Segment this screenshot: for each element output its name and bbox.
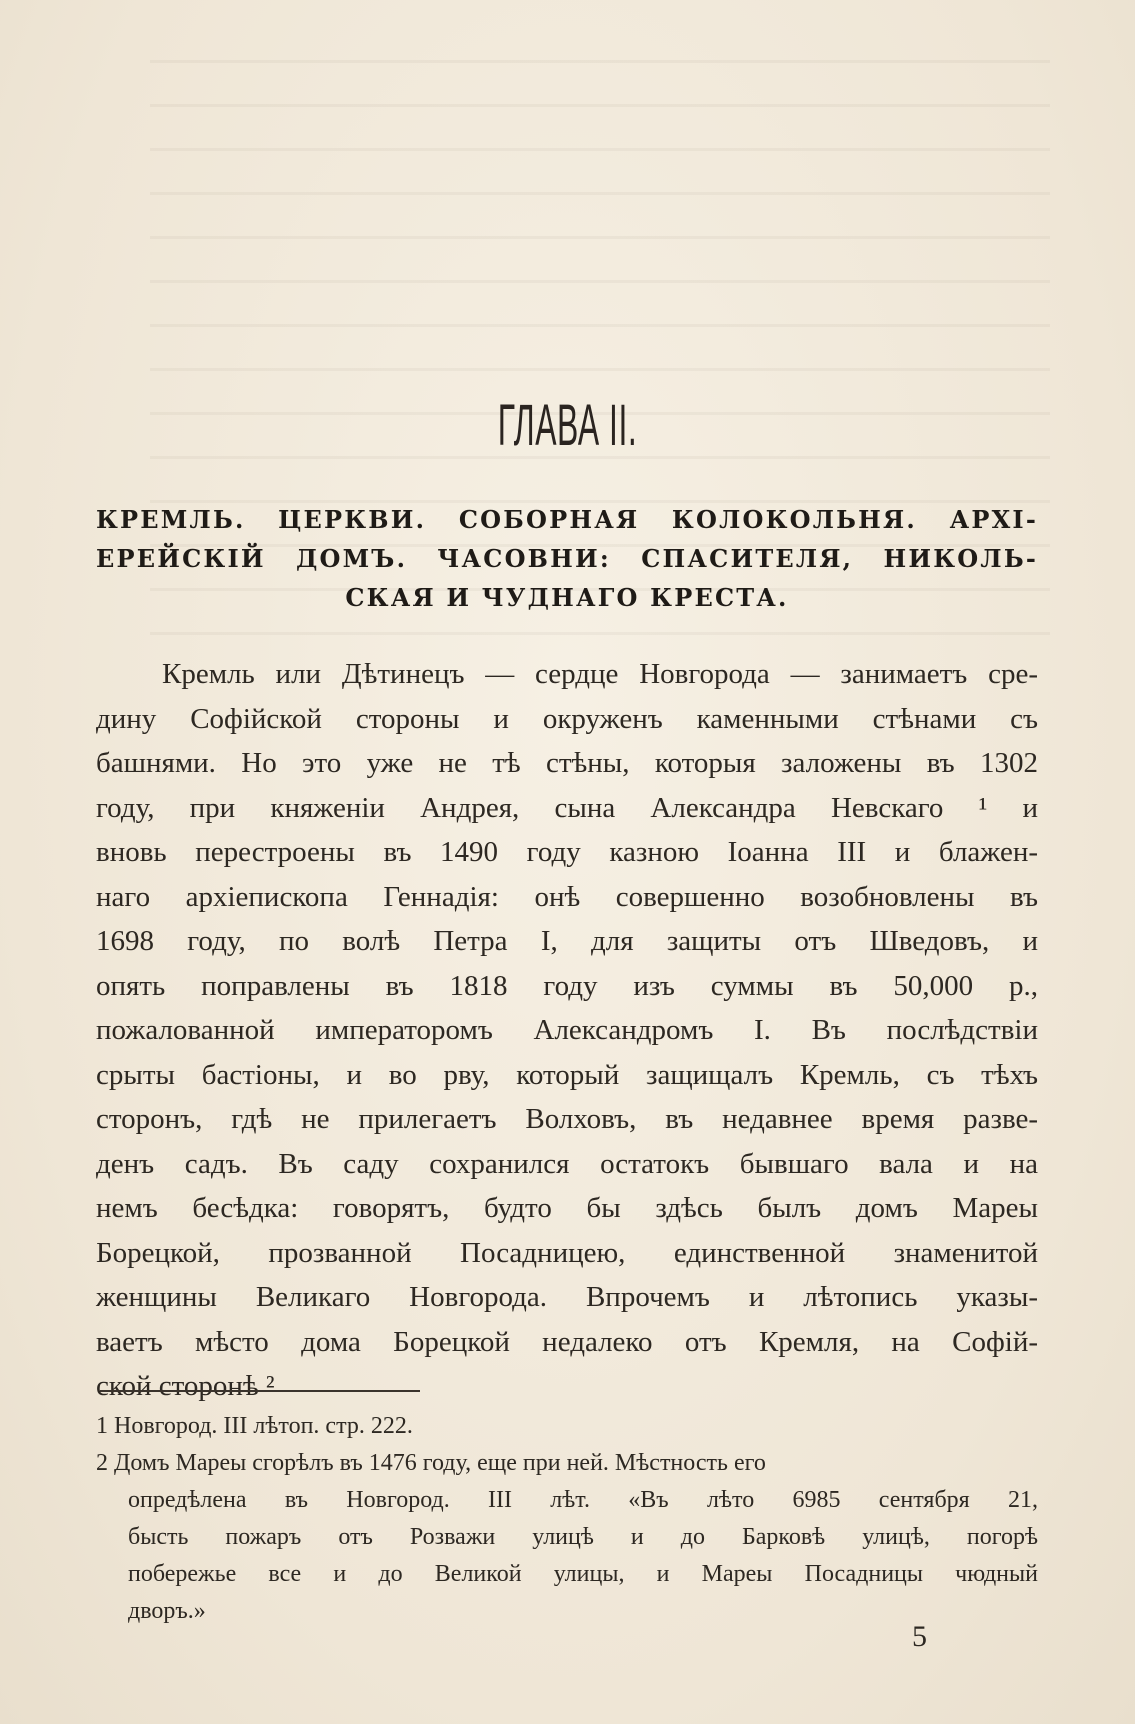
subtitle-line: ЕРЕЙСКІЙ ДОМЪ. ЧАСОВНИ: СПАСИТЕЛЯ, НИКОЛЬ- [96,544,1038,573]
text-line: вновь перестроены въ 1490 году казною Іоанна III и блажен- [96,836,1038,868]
text-line: Борецкой, прозванной Посадницею, единственной знаменитой [96,1236,1038,1269]
footnote-line: 1 Новгород. III лѣтоп. стр. 222. [96,1413,413,1439]
text-line: пожалованной императоромъ Александромъ I. Въ послѣдствіи [96,1014,1038,1046]
subtitle-line: СКАЯ И ЧУДНАГО КРЕСТА. [345,583,789,612]
footnote-line: 2 Домъ Мареы сгорѣлъ въ 1476 году, еще при ней. Мѣстность его [96,1450,766,1476]
text-line: ваетъ мѣсто дома Борецкой недалеко отъ Кремля, на Софій- [96,1325,1038,1358]
text-line: Кремль или Дѣтинецъ — сердце Новгорода — занимаетъ сре- [162,658,1038,690]
footnote-line: побережье все и до Великой улицы, и Мареы Посадницы чюдный [128,1561,1038,1587]
footnote-line: бысть пожаръ отъ Розважи улицѣ и до Барковѣ улицѣ, погорѣ [128,1524,1038,1550]
body-paragraph [96,652,1038,1409]
chapter-subtitle [96,500,1038,617]
page-number: 5 [912,1620,927,1653]
text-line: женщины Великаго Новгорода. Впрочемъ и лѣтопись указы- [96,1281,1038,1313]
footnote-line: опредѣлена въ Новгород. III лѣт. «Въ лѣто 6985 сентября 21, [128,1487,1038,1513]
text-line: дину Софійской стороны и окруженъ каменными стѣнами съ [96,702,1038,735]
text-line: опять поправлены въ 1818 году изъ суммы въ 50,000 р., [96,969,1038,1002]
footnote-divider [100,1390,420,1392]
footnote-1 [96,1408,1038,1445]
text-line: денъ садъ. Въ саду сохранился остатокъ бывшаго вала и на [96,1147,1038,1180]
text-line: году, при княженіи Андрея, сына Александра Невскаго ¹ и [96,791,1038,824]
chapter-title: ГЛАВА II. [497,393,638,458]
footnote-2 [96,1445,1038,1630]
text-line: ской сторонѣ ² [96,1370,275,1402]
subtitle-line: КРЕМЛЬ. ЦЕРКВИ. СОБОРНАЯ КОЛОКОЛЬНЯ. АРХІ- [96,505,1038,534]
text-line: 1698 году, по волѣ Петра I, для защиты отъ Шведовъ, и [96,925,1038,957]
footnote-line: дворъ.» [128,1598,206,1624]
text-line: срыты бастіоны, и во рву, который защищалъ Кремль, съ тѣхъ [96,1058,1038,1091]
text-line: немъ бесѣдка: говорятъ, будто бы здѣсь былъ домъ Мареы [96,1192,1038,1224]
text-line: наго архіепископа Геннадія: онѣ совершенно возобновлены въ [96,880,1038,913]
text-line: башнями. Но это уже не тѣ стѣны, которыя заложены въ 1302 [96,747,1038,779]
footnotes [96,1408,1038,1630]
text-line: сторонъ, гдѣ не прилегаетъ Волховъ, въ недавнее время разве- [96,1103,1038,1135]
